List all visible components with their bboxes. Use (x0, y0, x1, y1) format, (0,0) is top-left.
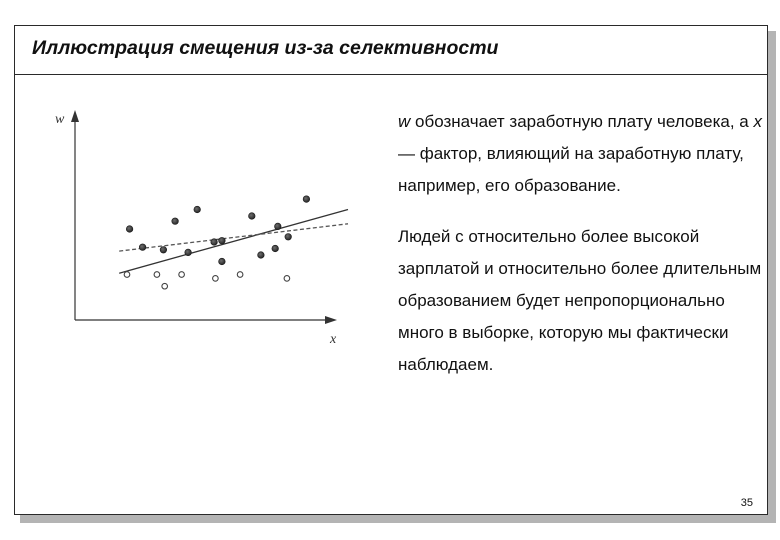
var-x: x (753, 112, 762, 131)
paragraph-selection: Людей с относительно более высокой зарплатой и относительно более длительным образованием будет непропорционально много в выборке, которую мы фактически наблюдаем. (398, 227, 762, 374)
selected-data-point (126, 226, 133, 233)
scatter-diagram (39, 94, 369, 384)
unselected-data-point (124, 272, 130, 278)
unselected-data-point (162, 283, 168, 289)
paragraph-definitions (398, 106, 766, 202)
x-axis-arrow-icon (325, 316, 337, 324)
selected-data-point (258, 252, 265, 259)
selected-data-point (194, 206, 201, 213)
page-number: 35 (740, 497, 753, 509)
unselected-data-point (179, 272, 185, 278)
selected-data-point (275, 223, 282, 230)
slide-title: Иллюстрация смещения из-за селективности (32, 37, 499, 59)
selected-data-point (172, 218, 179, 225)
selected-data-point (249, 213, 256, 220)
y-axis-label: w (55, 112, 65, 127)
para1-part2: — фактор, влияющий на заработную плату, например, его образование. (398, 144, 744, 195)
selected-data-point (303, 196, 310, 203)
x-axis-label: x (330, 332, 337, 347)
selected-data-point (185, 249, 192, 256)
unselected-data-point (154, 272, 160, 278)
selected-data-point (272, 245, 279, 252)
slide-frame (14, 25, 768, 515)
selected-data-point (219, 237, 226, 244)
selected-data-point (139, 244, 146, 251)
unselected-data-point (237, 272, 243, 278)
y-axis-arrow-icon (71, 110, 79, 122)
biased-regression-line (119, 224, 348, 251)
unselected-data-point (284, 276, 290, 282)
points-layer (124, 196, 310, 289)
unselected-data-point (213, 276, 219, 282)
true-regression-line (119, 210, 348, 274)
explanation-text (398, 106, 766, 400)
title-divider (15, 74, 767, 75)
selected-data-point (211, 239, 218, 246)
var-w: w (398, 112, 411, 131)
selected-data-point (285, 234, 292, 241)
para1-part1: обозначает заработную плату человека, а (410, 112, 754, 131)
selected-data-point (219, 258, 226, 265)
selected-data-point (160, 247, 167, 254)
